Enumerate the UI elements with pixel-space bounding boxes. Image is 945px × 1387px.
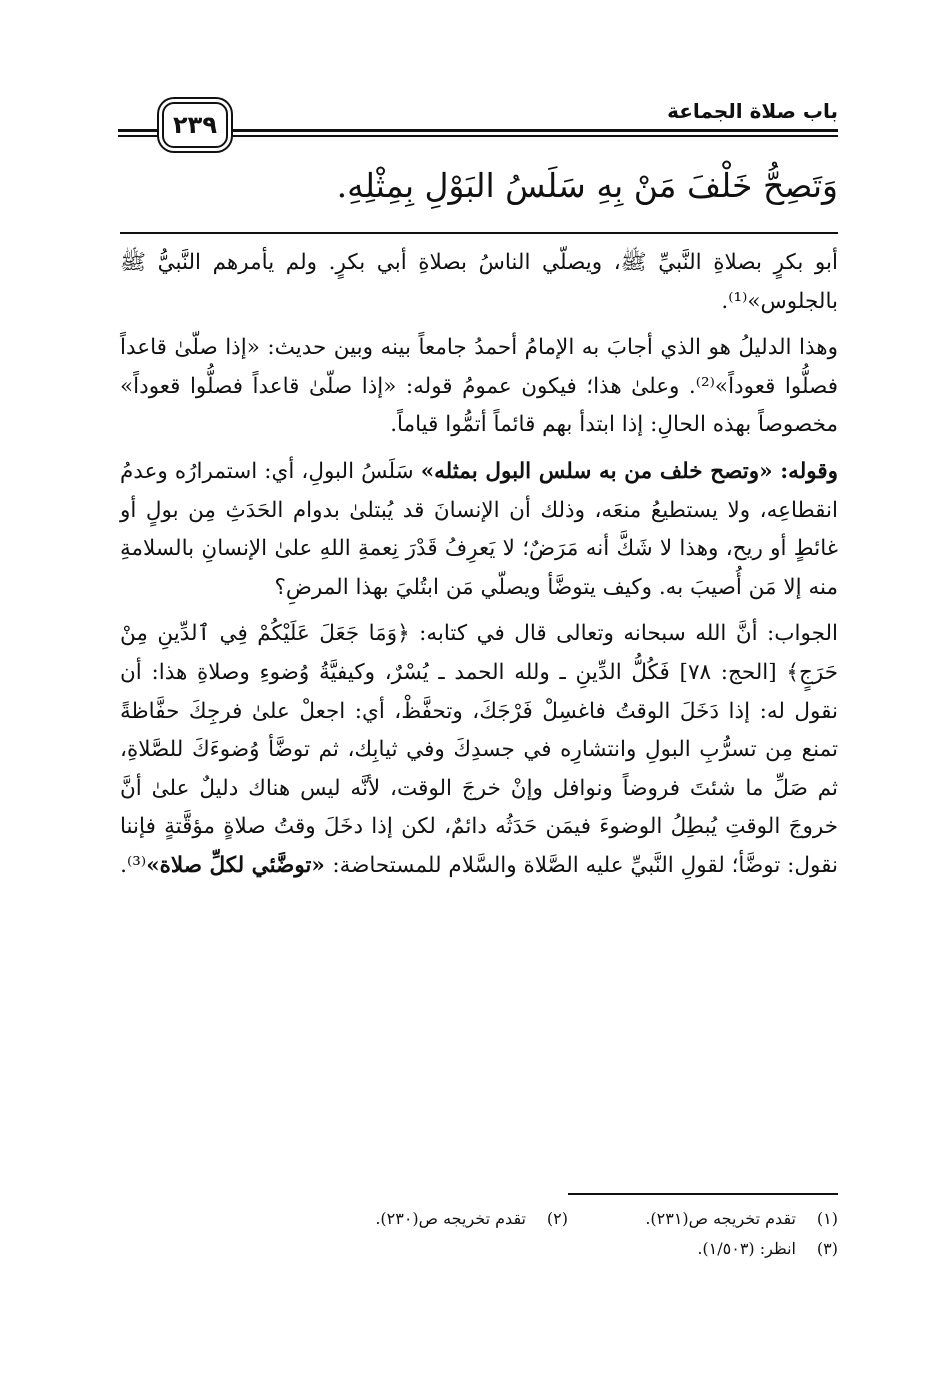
paragraph-1: أبو بكرٍ بصلاةِ النَّبيِّ ﷺ، ويصلّي الناسُ بصلاةِ أبي بكرٍ. ولم يأمرهم النَّبيُّ ﷺ بالجلوس»⁽¹⁾. xyxy=(120,250,838,314)
footnote-3 xyxy=(568,1234,838,1264)
page-header xyxy=(118,92,838,152)
footnote-row xyxy=(120,1204,838,1234)
chapter-title: باب صلاة الجماعة xyxy=(657,96,838,126)
paragraph-4-end: ⁽³⁾. xyxy=(120,852,147,878)
commentary-body xyxy=(120,244,838,894)
paragraph-3 xyxy=(120,453,838,607)
footnote-text: تقدم تخريجه ص(٢٣١). xyxy=(645,1209,796,1228)
paragraph-3-text: سَلَسُ البولِ، أي: استمرارُه وعدمُ انقطاعِه، ولا يستطيعُ منعَه، وذلك أن الإنسانَ قد يُبتلىٰ بدوام الحَدَثِ مِن بولٍ أو غائطٍ أو ريح، وهذا لا شَكَّ أنه مَرَضٌ؛ لا يَعرِفُ قَدْرَ نِعمةِ اللهِ علىٰ الإنسانِ بالسلامةِ منه إلا مَن أُصيبَ به. وكيف يتوضَّأ ويصلّي مَن ابتُليَ بهذا المرضِ؟ xyxy=(120,458,838,600)
matn-text: وَتَصِحُّ خَلْفَ مَنْ بِهِ سَلَسُ البَوْلِ بِمِثْلِهِ. xyxy=(336,166,838,205)
footnote-text: تقدم تخريجه ص(٢٣٠). xyxy=(375,1209,526,1228)
footnote-2 xyxy=(298,1204,568,1234)
page-number: ٢٣٩ xyxy=(162,102,228,148)
footnote-text: انظر: (١/٥٠٣). xyxy=(697,1239,796,1258)
matn-divider xyxy=(120,232,838,234)
paragraph-4-text: الجواب: أنَّ الله سبحانه وتعالى قال في كتابه: ﴿وَمَا جَعَلَ عَلَيْكُمْ فِي ٱلدِّينِ مِنْ حَرَجٍ﴾ [الحج: ٧٨] فَكُلُّ الدِّينِ ـ ولله الحمد ـ يُسْرٌ، وكيفيَّةُ وُضوءِ وصلاةِ هذا: أن نقول له: إذا دَخَلَ الوقتُ فاغسِلْ فَرْجَكَ، وتحفَّظْ، أي: اجعلْ علىٰ فرجِكَ حفَّاظةً تمنع مِن تسرُّبِ البولِ وانتشارِه في جسدِكَ وفي ثيابِك، ثم توضَّأ وُضوءَكَ للصَّلاةِ، ثم صَلِّ ما شئتَ فروضاً ونوافل وإنْ خرجَ الوقت، لأنَّه ليس هناك دليلٌ علىٰ أنَّ خروجَ الوقتِ يُبطِلُ الوضوءَ فيمَن حَدَثُه دائمٌ، لكن إذا دخَلَ وقتُ صلاةٍ مؤقَّتةٍ فإننا نقول: توضَّأ؛ لقولِ النَّبيِّ عليه الصَّلاة والسَّلام للمستحاضة: xyxy=(120,621,839,878)
footnotes xyxy=(120,1204,838,1264)
footnote-marker: (١) xyxy=(816,1209,838,1228)
footnote-separator xyxy=(568,1193,838,1195)
footnote-row xyxy=(120,1234,838,1264)
matn-quote: وقوله: «وتصح خلف من به سلس البول بمثله» xyxy=(420,458,839,484)
footnote-1 xyxy=(568,1204,838,1234)
footnote-marker: (٢) xyxy=(546,1209,568,1228)
paragraph-4 xyxy=(120,615,838,885)
footnote-marker: (٣) xyxy=(816,1239,838,1258)
paragraph-2: وهذا الدليلُ هو الذي أجابَ به الإمامُ أحمدُ جامعاً بينه وبين حديث: «إذا صلّىٰ قاعداً فصلُّوا قعوداً»⁽²⁾. وعلىٰ هذا؛ فيكون عمومُ قوله: «إذا صلّىٰ قاعداً فصلُّوا قعوداً» مخصوصاً بهذه الحالِ: إذا ابتدأ بهم قائماً أتمُّوا قياماً. xyxy=(120,335,838,438)
hadith-quote: «توضَّئي لكلِّ صلاة» xyxy=(146,852,333,878)
